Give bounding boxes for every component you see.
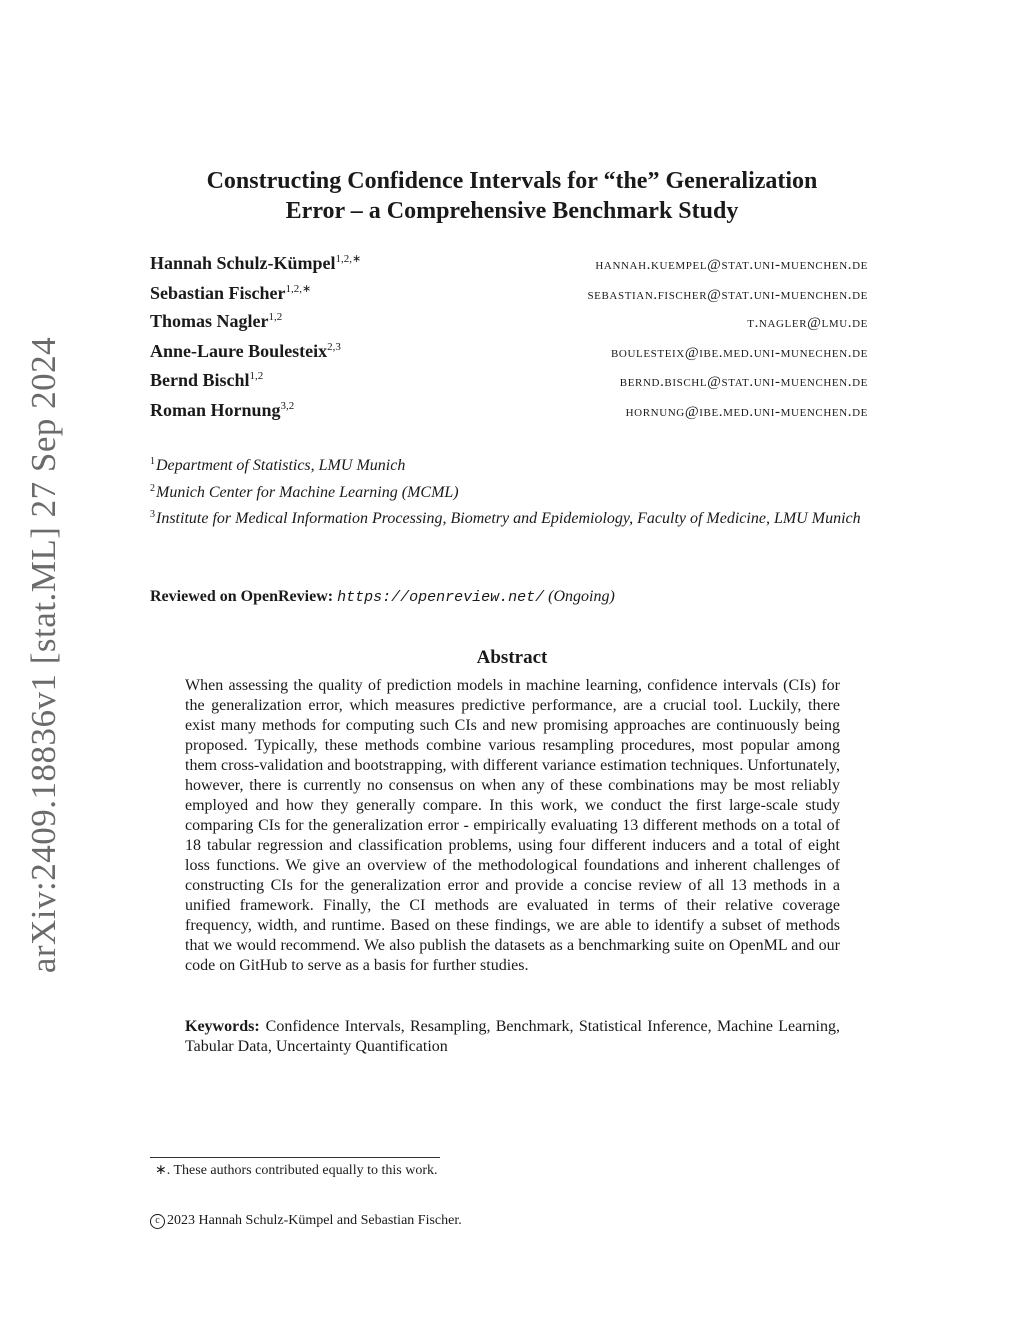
- arxiv-identifier: arXiv:2409.18836v1 [stat.ML] 27 Sep 2024: [24, 336, 64, 974]
- author-email[interactable]: sebastian.fischer@stat.uni-muenchen.de: [587, 286, 868, 303]
- review-line: [150, 588, 615, 606]
- author-email[interactable]: hannah.kuempel@stat.uni-muenchen.de: [595, 257, 868, 273]
- arxiv-side-stamp: [12, 336, 76, 974]
- title-line-2: Error – a Comprehensive Benchmark Study: [285, 198, 739, 224]
- review-status: (Ongoing): [548, 588, 615, 605]
- author-row: [150, 400, 868, 430]
- author-affiliation-marks: 2,3: [327, 340, 341, 353]
- author-row: [150, 311, 868, 341]
- author-row: [150, 252, 868, 282]
- author-affiliation-marks: 1,2,∗: [335, 253, 362, 265]
- copyright-icon: c: [150, 1214, 165, 1229]
- author-name: Bernd Bischl$^{1,2}$: [150, 370, 264, 391]
- author-email[interactable]: t.nagler@lmu.de: [747, 315, 868, 332]
- author-email[interactable]: hornung@ibe.med.uni-muenchen.de: [625, 403, 868, 420]
- affiliation-item: $^3$Institute for Medical Information Processing, Biometry and Epidemiology, Faculty of Medicine, LMU Munich: [150, 509, 861, 527]
- keywords-text: Confidence Intervals, Resampling, Benchmark, Statistical Inference, Machine Learning, Tabular Data, Uncertainty Quantification: [185, 1018, 840, 1055]
- author-affiliation-marks: 1,2: [249, 370, 264, 383]
- author-affiliation-marks: 3,2: [280, 399, 295, 412]
- author-name: Thomas Nagler$^{1,2}$: [150, 311, 283, 332]
- abstract-heading: Abstract: [476, 647, 548, 668]
- author-email[interactable]: boulesteix@ibe.med.uni-munechen.de: [611, 344, 868, 361]
- author-row: [150, 341, 868, 371]
- title-line-1: Constructing Confidence Intervals for “the” Generalization: [206, 168, 818, 194]
- author-list: [150, 252, 868, 430]
- copyright-notice: [150, 1213, 462, 1229]
- abstract-text: When assessing the quality of prediction models in machine learning, confidence intervals (CIs) for the generalization error, which measures predictive performance, are a crucial tool. Luckily, there exist many methods for computing such CIs and new promising approaches are continuously being proposed. Typically, these methods combine various resampling procedures, most popular among them cross-validation and bootstrapping, with different variance estimation techniques. Unfortunately, however, there is currently no consensus on when any of these combinations may be most reliably employed and how they generally compare. In this work, we conduct the first large-scale study comparing CIs for the generalization error - empirically evaluating 13 different methods on a total of 18 tabular regression and classification problems, using four different inducers and a total of eight loss functions. We give an overview of the methodological foundations and inherent challenges of constructing CIs for the generalization error and provide a concise review of all 13 methods in a unified framework. Finally, the CI methods are evaluated in terms of their relative coverage frequency, width, and runtime. Based on these findings, we are able to identify a subset of methods that we would recommend. We also publish the datasets as a benchmarking suite on OpenML and our code on GitHub to serve as a basis for further studies.: [185, 677, 840, 974]
- author-name: Hannah Schulz-Kümpel$^{1,2,∗}$: [150, 253, 362, 273]
- review-label: Reviewed on OpenReview:: [150, 588, 334, 605]
- affiliation-list: [150, 451, 876, 531]
- keywords: [185, 1017, 840, 1057]
- copyright-text: 2023 Hannah Schulz-Kümpel and Sebastian Fischer.: [167, 1213, 462, 1228]
- footnote: ∗. These authors contributed equally to this work.: [155, 1163, 438, 1178]
- author-row: [150, 282, 868, 312]
- author-affiliation-marks: 1,2: [268, 311, 283, 324]
- paper-title: [150, 166, 874, 226]
- author-name: Sebastian Fischer$^{1,2,∗}$: [150, 282, 312, 303]
- author-name: Roman Hornung$^{3,2}$: [150, 399, 295, 420]
- author-row: [150, 370, 868, 400]
- author-affiliation-marks: 1,2,∗: [285, 282, 312, 295]
- affiliation-item: $^1$Department of Statistics, LMU Munich: [150, 456, 406, 474]
- footnote-divider: [150, 1157, 440, 1158]
- author-email[interactable]: bernd.bischl@stat.uni-muenchen.de: [619, 374, 868, 391]
- affiliation-item: $^2$Munich Center for Machine Learning (MCML): [150, 482, 459, 501]
- openreview-link[interactable]: https://openreview.net/: [337, 589, 545, 606]
- author-name: Anne-Laure Boulesteix$^{2,3}$: [150, 340, 341, 361]
- keywords-label: Keywords:: [185, 1018, 260, 1035]
